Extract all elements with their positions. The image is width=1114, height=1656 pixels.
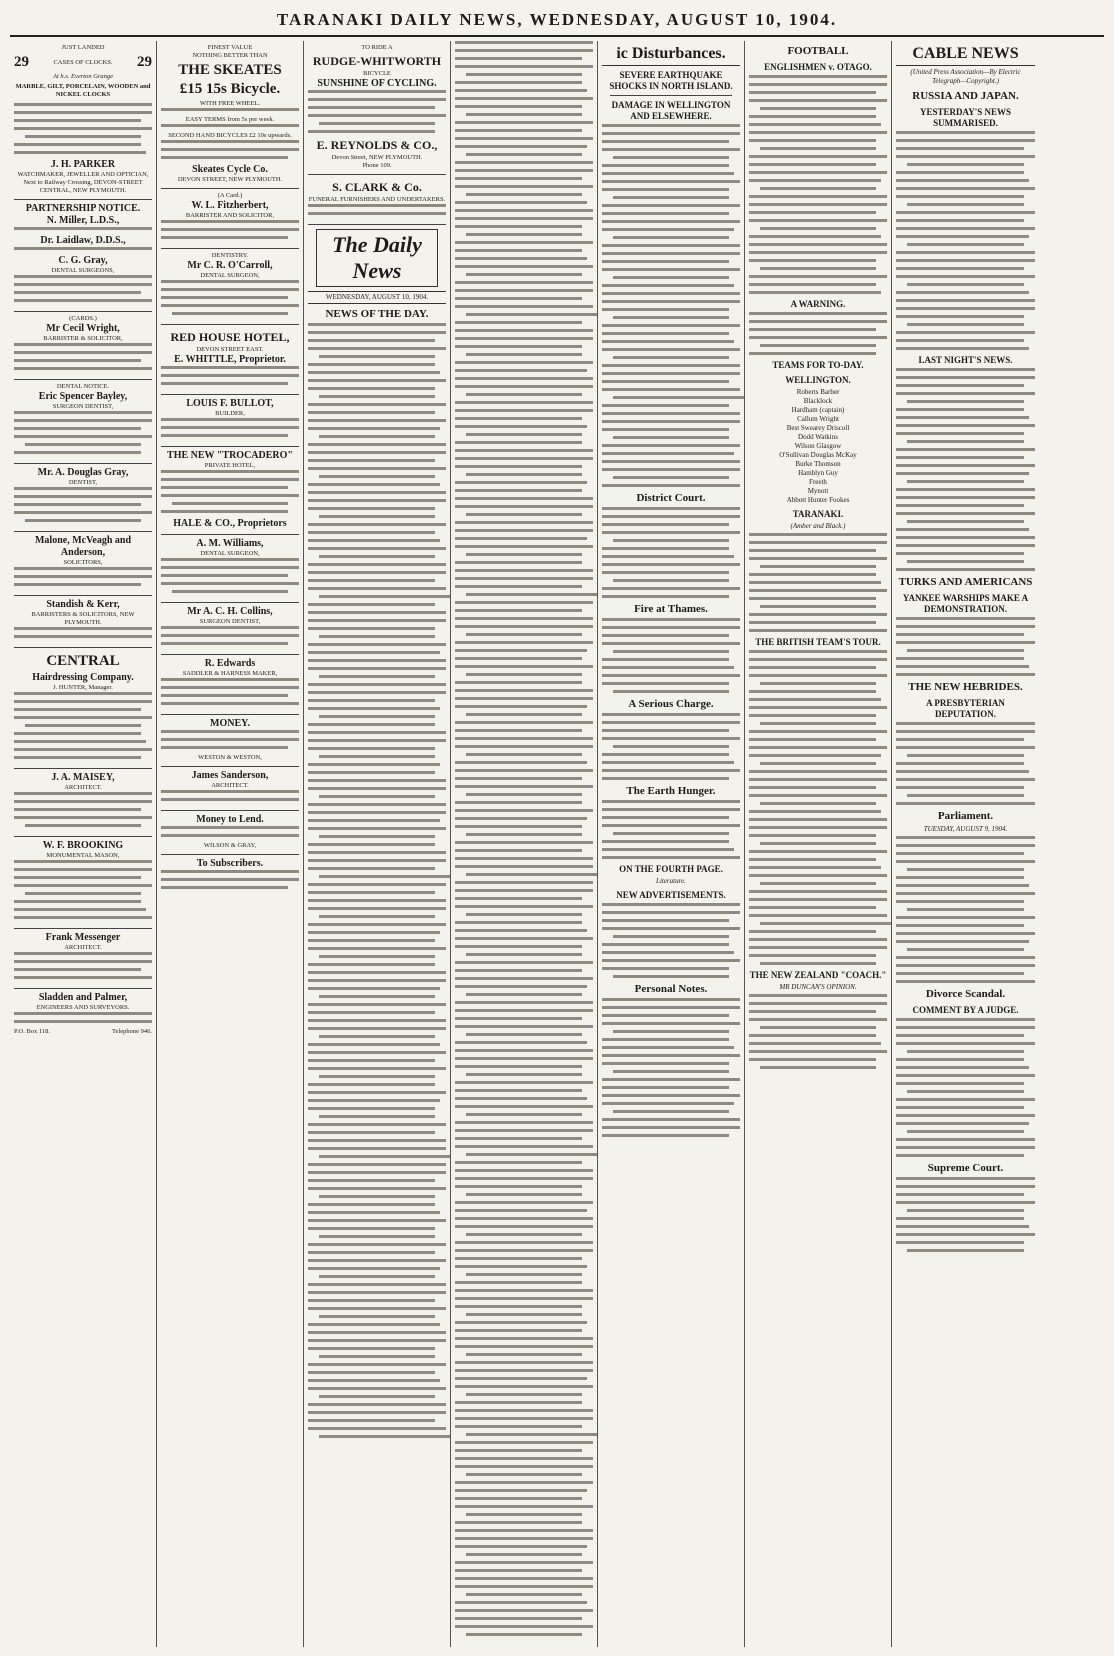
ad-edwards — [161, 655, 299, 715]
column-4 — [451, 41, 598, 1647]
ad-standish-name: Standish & Kerr, — [46, 599, 120, 610]
ad-money-weston: WESTON & WESTON, — [198, 754, 262, 761]
ad-carroll — [161, 249, 299, 325]
ad-dentistry-label: DENTISTRY. — [211, 252, 249, 259]
column-5 — [598, 41, 745, 1647]
ad-edwards-name: R. Edwards — [204, 658, 256, 669]
russia-japan-heading: RUSSIA AND JAPAN. — [912, 90, 1019, 102]
ad-parker-name: J. H. PARKER — [50, 159, 116, 170]
ad-messenger — [14, 929, 152, 989]
fire-heading: Fire at Thames. — [634, 603, 708, 615]
ad-rudge-bicycle: BICYCLE — [363, 70, 391, 77]
ad-sanderson — [161, 767, 299, 811]
ad-skeates-address: DEVON STREET, NEW PLYMOUTH. — [177, 176, 283, 183]
district-court-heading: District Court. — [636, 492, 706, 504]
ad-skeates — [161, 41, 299, 189]
lineup-row: O'Sullivan Douglas McKay — [779, 451, 857, 459]
ad-clark-trade: FUNERAL FURNISHERS AND UNDERTAKERS. — [308, 196, 446, 203]
ad-bullot-trade: BUILDER, — [215, 410, 245, 417]
ad-partnership-title: PARTNERSHIP NOTICE. — [25, 203, 141, 214]
ad-cards-label: (CARDS.) — [69, 315, 97, 322]
ad-central-title: CENTRAL — [46, 653, 120, 669]
ad-collins-name: Mr A. C. H. Collins, — [187, 606, 273, 617]
lineup-row: Best Swearey Driscoll — [786, 424, 850, 432]
disturbances-heading: ic Disturbances. — [602, 45, 740, 66]
ad-clark — [308, 175, 446, 225]
ad-skeates-nothing: NOTHING BETTER THAN — [192, 52, 268, 59]
ad-rudge-to-ride: TO RIDE A — [361, 44, 393, 51]
ad-maisey-trade: ARCHITECT. — [64, 784, 102, 791]
ad-trocadero-proprietors: HALE & CO., Proprietors — [173, 518, 287, 529]
ad-cecil-wright — [14, 312, 152, 380]
ad-bayley-name: Eric Spencer Bayley, — [38, 391, 128, 402]
ad-rudge-sunshine: SUNSHINE OF CYCLING. — [317, 78, 437, 89]
column-6 — [745, 41, 892, 1647]
ad-clocks-count-right: 29 — [137, 54, 152, 70]
editorial-dateline: WEDNESDAY, AUGUST 10, 1904. — [308, 291, 446, 304]
ad-dentist-laidlaw: Dr. Laidlaw, D.D.S., — [40, 235, 126, 246]
ad-parker-trade: WATCHMAKER, JEWELLER AND OPTICIAN, — [17, 171, 149, 178]
ad-clocks — [14, 41, 152, 200]
lineup-row: Hamblyn Guy — [798, 469, 838, 477]
cable-news-credit: (United Press Association—By Electric Telegraph—Copyright.) — [910, 68, 1021, 85]
ad-rudge-title: RUDGE-WHITWORTH — [312, 54, 442, 68]
fourth-page-heading: ON THE FOURTH PAGE. — [619, 864, 723, 874]
wellington-team-lineup — [749, 388, 887, 505]
earthquake-headline: SEVERE EARTHQUAKE SHOCKS IN NORTH ISLAND. — [609, 70, 733, 91]
turks-americans-heading: TURKS AND AMERICANS — [898, 576, 1033, 588]
lineup-row: Burke Thomson — [795, 460, 841, 468]
lineup-row: Wilson Glasgow — [794, 442, 842, 450]
earth-hunger-heading: The Earth Hunger. — [626, 785, 716, 797]
ad-messenger-name: Frank Messenger — [45, 932, 121, 943]
column-3 — [304, 41, 451, 1647]
damage-headline: DAMAGE IN WELLINGTON AND ELSEWHERE. — [611, 100, 731, 121]
ad-brooking-name: W. F. BROOKING — [42, 840, 124, 851]
columns — [10, 41, 1104, 1647]
englishmen-headline: ENGLISHMEN v. OTAGO. — [764, 62, 872, 72]
ad-subscribers — [161, 855, 299, 898]
lineup-row: Roberts Barber — [796, 388, 840, 396]
ad-money-to-lend — [161, 811, 299, 855]
ad-williams-name: A. M. Williams, — [196, 538, 264, 549]
lineup-row: Hardham (captain) — [791, 406, 845, 414]
teams-headline: TEAMS FOR TO-DAY. — [772, 360, 864, 370]
ad-bayley-trade: SURGEON DENTIST, — [52, 403, 114, 410]
ad-skeates-free-wheel: WITH FREE WHEEL. — [199, 100, 261, 107]
ad-clocks-types: MARBLE, GILT, PORCELAIN, WOODEN and NICKEL CLOCKS — [15, 83, 151, 98]
ad-money-lend-title: Money to Lend. — [196, 814, 264, 825]
ad-maisey — [14, 769, 152, 837]
ad-money-lend-wilson: WILSON & GRAY, — [203, 842, 257, 849]
ad-clocks-cases: CASES OF CLOCKS. — [53, 58, 113, 66]
ad-standish — [14, 596, 152, 648]
earthquake-body — [602, 124, 740, 487]
ad-douglas-gray — [14, 464, 152, 532]
coach-headline: THE NEW ZEALAND "COACH." — [749, 970, 887, 980]
ad-skeates-finest: FINEST VALUE — [207, 44, 253, 51]
ad-douglas-trade: DENTIST, — [68, 479, 98, 486]
coach-subheading: MR DUNCAN'S OPINION. — [779, 983, 857, 991]
ad-trocadero-title: THE NEW "TROCADERO" — [167, 450, 293, 461]
ad-sladden-trade: ENGINEERS AND SURVEYORS. — [36, 1004, 130, 1011]
ad-reynolds-address: Devon Street, NEW PLYMOUTH. — [331, 154, 423, 161]
comment-by-judge-headline: COMMENT BY A JUDGE. — [912, 1005, 1019, 1015]
ad-collins — [161, 603, 299, 655]
ad-reynolds-phone: Phone 109. — [362, 162, 392, 169]
ad-malone-trade: SOLICITORS, — [63, 559, 103, 566]
ad-red-house-address: DEVON STREET EAST. — [196, 346, 264, 353]
ad-skeates-title: THE SKEATES — [178, 62, 282, 78]
ad-bayley — [14, 380, 152, 464]
lineup-row: Freeth — [809, 478, 827, 486]
lineup-row: Mynott — [807, 487, 829, 495]
ad-central-manager: J. HUNTER, Manager. — [53, 684, 113, 691]
ad-sanderson-trade: ARCHITECT. — [211, 782, 249, 789]
ad-central-hairdressing — [14, 648, 152, 769]
ad-carroll-trade: DENTAL SURGEON, — [200, 272, 260, 279]
taranaki-team-title: TARANAKI. — [792, 509, 844, 519]
ad-skeates-price: £15 15s Bicycle. — [179, 81, 281, 97]
ad-clocks-ship: At h.s. Everton Grange — [52, 73, 114, 80]
ad-fitzherbert — [161, 189, 299, 249]
ad-subscribers-title: To Subscribers. — [196, 858, 264, 869]
ad-sladden — [14, 989, 152, 1040]
column-1 — [10, 41, 157, 1647]
ad-partnership — [14, 200, 152, 312]
taranaki-colours: (Amber and Black.) — [790, 522, 846, 530]
column-7 — [892, 41, 1039, 1647]
column-2 — [157, 41, 304, 1647]
news-continuation-body — [455, 41, 593, 1636]
ad-brooking-trade: MONUMENTAL MASON, — [46, 852, 120, 859]
ad-bullot-name: LOUIS F. BULLOT, — [186, 398, 274, 409]
ad-partnership-role: DENTAL SURGEONS, — [51, 267, 115, 274]
ad-red-house — [161, 325, 299, 395]
ad-sladden-name: Sladden and Palmer, — [38, 992, 128, 1003]
ad-messenger-trade: ARCHITECT. — [64, 944, 102, 951]
ad-malone-name: Malone, McVeagh and Anderson, — [34, 535, 132, 558]
ad-red-house-title: RED HOUSE HOTEL, — [170, 330, 290, 344]
football-heading: FOOTBALL — [787, 45, 849, 57]
ad-cecil-name: Mr Cecil Wright, — [46, 323, 120, 334]
supreme-court-heading: Supreme Court. — [927, 1162, 1004, 1174]
ad-sanderson-name: James Sanderson, — [191, 770, 269, 781]
ad-maisey-name: J. A. MAISEY, — [51, 772, 115, 783]
parliament-date: TUESDAY, AUGUST 9, 1904. — [923, 825, 1008, 833]
ad-williams — [161, 535, 299, 603]
ad-brooking — [14, 837, 152, 929]
newspaper-nameplate: The Daily News — [316, 229, 438, 287]
parliament-heading: Parliament. — [937, 810, 994, 822]
ad-trocadero-subtitle: PRIVATE HOTEL, — [204, 462, 256, 469]
ad-skeates-secondhand: SECOND HAND BICYCLES £2 10s upwards. — [168, 132, 292, 139]
yankee-warships-headline: YANKEE WARSHIPS MAKE A DEMONSTRATION. — [902, 593, 1029, 614]
ad-sladden-po-box: P.O. Box 118. — [14, 1028, 51, 1035]
ad-clark-name: S. CLARK & Co. — [332, 180, 422, 194]
personal-notes-heading: Personal Notes. — [634, 983, 708, 995]
british-tour-headline: THE BRITISH TEAM'S TOUR. — [755, 637, 881, 647]
ad-carroll-name: Mr C. R. O'Carroll, — [187, 260, 273, 271]
cable-news-heading: CABLE NEWS — [896, 45, 1035, 66]
yesterdays-news-heading: YESTERDAY'S NEWS SUMMARISED. — [920, 107, 1011, 128]
page-masthead: TARANAKI DAILY NEWS, WEDNESDAY, AUGUST 10, 1904. — [10, 6, 1104, 37]
ad-reynolds-name: E. REYNOLDS & CO., — [316, 138, 438, 152]
news-of-the-day-heading: NEWS OF THE DAY. — [325, 308, 429, 320]
wellington-team-title: WELLINGTON. — [785, 375, 851, 385]
lineup-row: Blacklock — [803, 397, 833, 405]
ad-fitzherbert-name: W. L. Fitzherbert, — [191, 200, 269, 211]
new-advertisements-heading: NEW ADVERTISEMENTS. — [616, 890, 726, 900]
divorce-scandal-heading: Divorce Scandal. — [925, 988, 1006, 1000]
ad-skeates-terms: EASY TERMS from 5s per week. — [185, 116, 275, 123]
ad-card-label: (A Card.) — [217, 192, 243, 199]
lineup-row: Abbott Hunter Fookes — [786, 496, 850, 504]
lineup-row: Dodd Watkins — [798, 433, 838, 441]
ad-collins-trade: SURGEON DENTIST, — [199, 618, 261, 625]
new-hebrides-heading: THE NEW HEBRIDES. — [908, 681, 1023, 693]
ad-skeates-company: Skeates Cycle Co. — [192, 164, 268, 175]
ad-clocks-count-left: 29 — [14, 54, 29, 70]
fourth-page-literature: Literature. — [656, 877, 686, 885]
ad-central-subtitle: Hairdressing Company. — [32, 672, 134, 683]
ad-red-house-proprietor: E. WHITTLE, Proprietor. — [174, 354, 286, 365]
ad-cecil-trade: BARRISTER & SOLICITOR, — [43, 335, 123, 342]
ad-clocks-just-landed: JUST LANDED — [61, 44, 105, 51]
ad-dentist-miller: N. Miller, L.D.S., — [46, 215, 120, 226]
ad-trocadero — [161, 447, 299, 535]
presbyterian-deputation-headline: A PRESBYTERIAN DEPUTATION. — [926, 698, 1005, 719]
lineup-row: Callum Wright — [797, 415, 839, 423]
ad-edwards-trade: SADDLER & HARNESS MAKER, — [182, 670, 278, 677]
ad-rudge-whitworth — [308, 41, 446, 175]
serious-charge-heading: A Serious Charge. — [628, 698, 714, 710]
ad-douglas-name: Mr. A. Douglas Gray, — [37, 467, 129, 478]
ad-money — [161, 715, 299, 767]
last-nights-news-heading: LAST NIGHT'S NEWS. — [918, 355, 1013, 365]
ad-dental-notice: DENTAL NOTICE. — [56, 383, 110, 390]
ad-malone — [14, 532, 152, 596]
news-of-the-day-body — [308, 323, 446, 1438]
ad-sladden-telephone: Telephone 946. — [112, 1028, 152, 1035]
ad-williams-trade: DENTAL SURGEON, — [200, 550, 260, 557]
ad-fitzherbert-trade: BARRISTER AND SOLICITOR, — [185, 212, 275, 219]
ad-bullot — [161, 395, 299, 447]
ad-money-title: MONEY. — [210, 718, 250, 729]
warning-headline: A WARNING. — [790, 299, 846, 309]
ad-standish-trade: BARRISTERS & SOLICITORS, NEW PLYMOUTH. — [31, 611, 135, 626]
ad-dentist-gray: C. G. Gray, — [58, 255, 108, 266]
ad-parker-address: Next to Railway Crossing, DEVON-STREET CENTRAL, NEW PLYMOUTH. — [23, 179, 143, 194]
